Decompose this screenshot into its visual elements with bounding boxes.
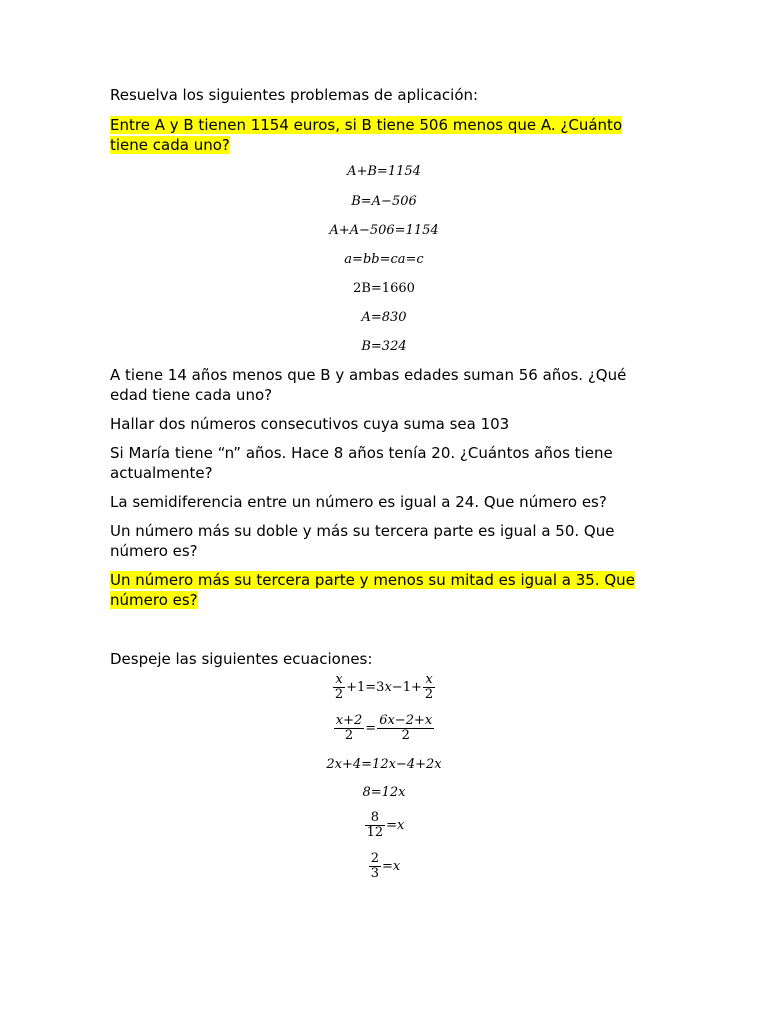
solution-line xyxy=(110,194,658,210)
equation-6 xyxy=(110,852,658,881)
numerator: x+2 xyxy=(335,713,363,728)
equation-5 xyxy=(110,811,658,840)
problem-6: Un número más su doble y más su tercera parte es igual a 50. Que número es? xyxy=(110,522,615,560)
equation-text: 2x+4=12x−4+2x xyxy=(326,757,442,772)
numerator: 6x−2+x xyxy=(379,713,433,728)
fraction xyxy=(377,714,434,743)
numerator: x xyxy=(423,673,435,688)
equation-2b: 2B=1660 xyxy=(353,281,415,296)
equation-text: +1=3 xyxy=(346,680,385,695)
problem-7-text: Un número más su tercera parte y menos su mitad es igual a 35. Que número es? xyxy=(110,571,635,609)
problem-2: A tiene 14 años menos que B y ambas edades suman 56 años. ¿Qué edad tiene cada uno? xyxy=(110,366,627,404)
problem-3: Hallar dos números consecutivos cuya suma sea 103 xyxy=(110,415,510,433)
numerator: x xyxy=(333,673,345,688)
variable: x xyxy=(384,680,392,695)
problem-4: Si María tiene “n” años. Hace 8 años tenía 20. ¿Cuántos años tiene actualmente? xyxy=(110,444,613,482)
numerator: 2 xyxy=(370,851,380,866)
equation-a-plus-b: A+B=1154 xyxy=(347,164,421,179)
equation-text: =x xyxy=(386,818,405,833)
solution-line xyxy=(110,339,658,355)
section1-heading: Resuelva los siguientes problemas de aplicación: xyxy=(110,86,479,104)
denominator: 2 xyxy=(334,687,344,702)
fraction xyxy=(333,673,345,702)
fraction xyxy=(369,852,381,881)
equation-b: B=A−506 xyxy=(351,194,417,209)
problem-5: La semidiferencia entre un número es igual a 24. Que número es? xyxy=(110,493,607,511)
solution-line xyxy=(110,281,658,297)
fraction xyxy=(423,673,435,702)
equation-text: =x xyxy=(382,859,401,874)
equation-a-result: A=830 xyxy=(361,310,407,325)
equation-1 xyxy=(110,673,658,702)
denominator: 12 xyxy=(366,825,384,840)
problem-7 xyxy=(110,570,658,610)
problem-1 xyxy=(110,115,658,155)
solution-line xyxy=(110,223,658,239)
solution-line xyxy=(110,164,658,180)
fraction xyxy=(334,714,365,743)
denominator: 2 xyxy=(344,728,354,743)
numerator: 8 xyxy=(365,811,386,826)
section2-heading: Despeje las siguientes ecuaciones: xyxy=(110,650,373,668)
equation-placeholder: a=bb=ca=c xyxy=(344,252,424,267)
solution-line xyxy=(110,252,658,268)
equals-sign: = xyxy=(365,721,377,736)
denominator: 2 xyxy=(401,728,410,743)
equation-text: −1+ xyxy=(391,680,422,695)
equation-b-result: B=324 xyxy=(361,339,407,354)
equation-4 xyxy=(110,785,658,801)
document-page xyxy=(110,85,658,881)
equation-2 xyxy=(110,714,658,743)
equation-substitution: A+A−506=1154 xyxy=(329,223,439,238)
equation-3 xyxy=(110,757,658,773)
denominator: 3 xyxy=(370,866,380,881)
problem-1-text: Entre A y B tienen 1154 euros, si B tiene 506 menos que A. ¿Cuánto tiene cada uno? xyxy=(110,116,623,154)
equation-text: 8=12x xyxy=(362,785,406,800)
fraction xyxy=(365,811,386,840)
solution-line xyxy=(110,310,658,326)
denominator: 2 xyxy=(424,687,434,702)
